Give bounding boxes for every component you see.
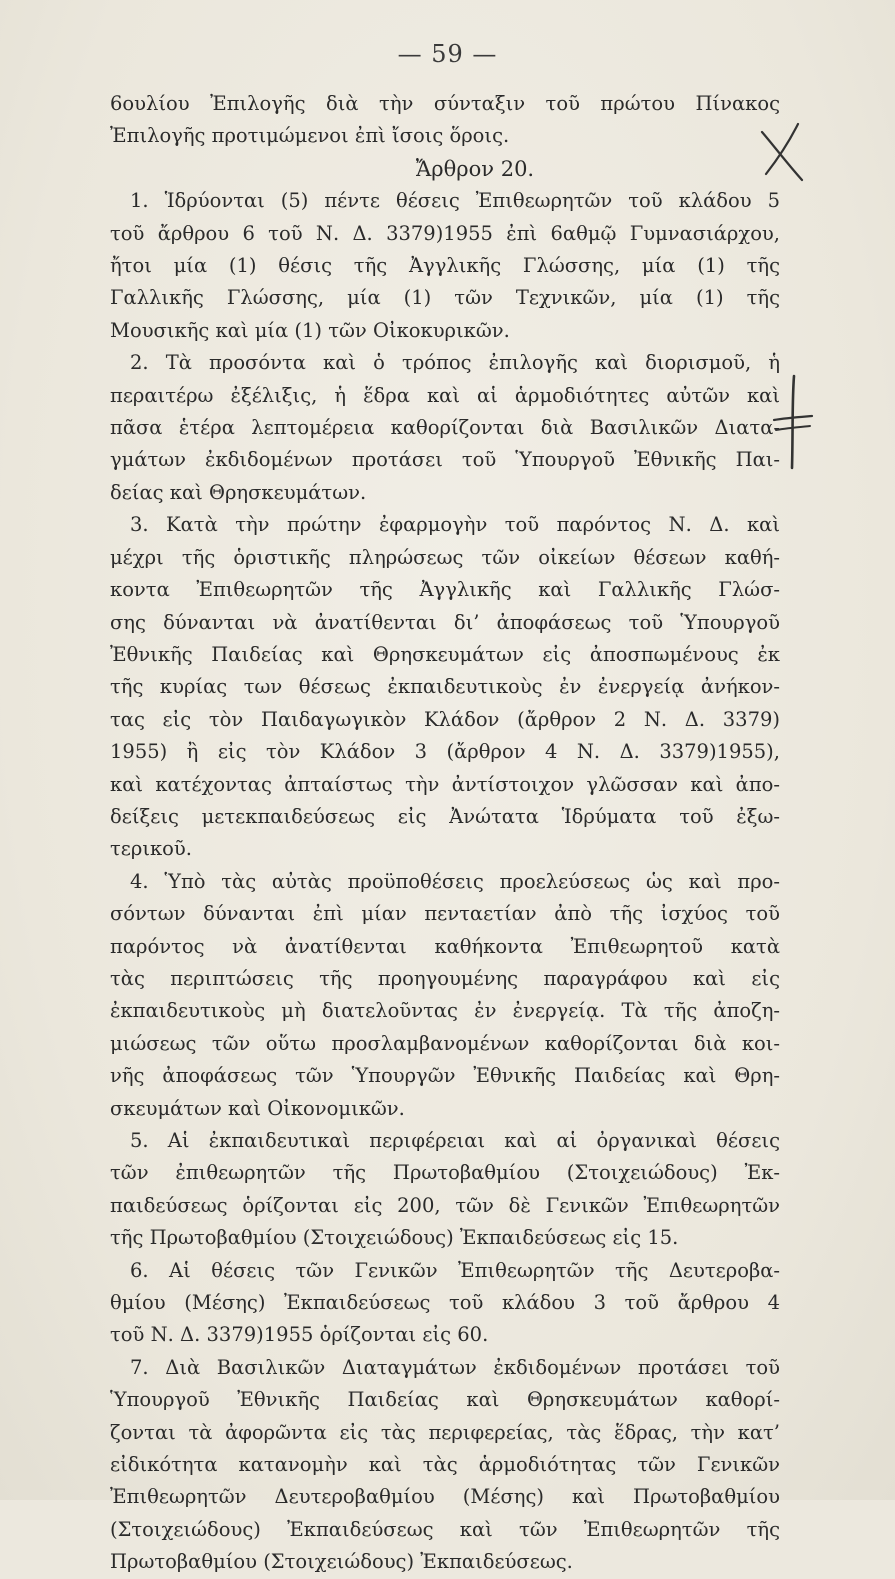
- text-line: τῆς κυρίας των θέσεως ἐκπαιδευτικοὺς ἐν ἐνεργείᾳ ἀνήκον-: [110, 675, 780, 699]
- text-line: κοντα Ἐπιθεωρητῶν τῆς Ἀγγλικῆς καὶ Γαλλικῆς Γλώσ-: [110, 578, 780, 602]
- handwritten-x-mark-icon: [752, 118, 812, 188]
- text-line: 2. Τὰ προσόντα καὶ ὁ τρόπος ἐπιλογῆς καὶ διορισμοῦ, ἡ: [130, 351, 780, 375]
- text-line: 4. Ὑπὸ τὰς αὐτὰς προϋποθέσεις προελεύσεως ὡς καὶ προ-: [130, 869, 780, 893]
- article-heading: Ἄρθρον 20.: [415, 156, 535, 181]
- page-number: — 59 —: [397, 40, 498, 68]
- text-line: σκευμάτων καὶ Οἰκονομικῶν.: [110, 1096, 405, 1120]
- text-line: τας εἰς τὸν Παιδαγωγικὸν Κλάδον (ἄρθρον 2 Ν. Δ. 3379): [110, 707, 780, 731]
- text-line: τῆς Πρωτοβαθμίου (Στοιχειώδους) Ἐκπαιδεύσεως εἰς 15.: [110, 1226, 679, 1250]
- handwritten-cross-mark-icon: [768, 372, 818, 472]
- text-line: τοῦ Ν. Δ. 3379)1955 ὁρίζονται εἰς 60.: [110, 1323, 489, 1347]
- text-line: γμάτων ἐκδιδομένων προτάσει τοῦ Ὑπουργοῦ Ἐθνικῆς Παι-: [110, 448, 780, 472]
- text-line: Ὑπουργοῦ Ἐθνικῆς Παιδείας καὶ Θρησκευμάτων καθορί-: [110, 1388, 780, 1412]
- text-line: 7. Διὰ Βασιλικῶν Διαταγμάτων ἐκδιδομένων προτάσει τοῦ: [130, 1355, 780, 1379]
- text-line: πᾶσα ἑτέρα λεπτομέρεια καθορίζονται διὰ Βασιλικῶν Διατα-: [110, 416, 780, 440]
- text-line: τερικοῦ.: [110, 837, 192, 861]
- text-line: ζονται τὰ ἀφορῶντα εἰς τὰς περιφερείας, τὰς ἕδρας, τὴν κατ’: [110, 1420, 780, 1444]
- text-line: τῶν ἐπιθεωρητῶν τῆς Πρωτοβαθμίου (Στοιχειώδους) Ἐκ-: [110, 1161, 780, 1185]
- text-line: σης δύνανται νὰ ἀνατίθενται δι’ ἀποφάσεως τοῦ Ὑπουργοῦ: [110, 610, 780, 634]
- text-line: 1. Ἱδρύονται (5) πέντε θέσεις Ἐπιθεωρητῶν τοῦ κλάδου 5: [130, 189, 780, 213]
- text-line: παρόντος νὰ ἀνατίθενται καθήκοντα Ἐπιθεωρητοῦ κατὰ: [110, 934, 780, 958]
- text-line: μέχρι τῆς ὁριστικῆς πληρώσεως τῶν οἰκείων θέσεων καθή-: [110, 545, 780, 569]
- text-line: Πρωτοβαθμίου (Στοιχειώδους) Ἐκπαιδεύσεως.: [110, 1550, 573, 1574]
- text-line: τὰς περιπτώσεις τῆς προηγουμένης παραγράφου καὶ εἰς: [110, 966, 780, 990]
- text-line: σόντων δύνανται ἐπὶ μίαν πενταετίαν ἀπὸ τῆς ἰσχύος τοῦ: [110, 902, 780, 926]
- text-line: τοῦ ἄρθρου 6 τοῦ Ν. Δ. 3379)1955 ἐπὶ 6αθμῷ Γυμνασιάρχου,: [110, 221, 780, 245]
- text-line: 6ουλίου Ἐπιλογῆς διὰ τὴν σύνταξιν τοῦ πρώτου Πίνακος: [110, 92, 780, 115]
- text-line: Ἐπιλογῆς προτιμώμενοι ἐπὶ ἴσοις ὅροις.: [110, 124, 510, 148]
- text-line: θμίου (Μέσης) Ἐκπαιδεύσεως τοῦ κλάδου 3 τοῦ ἄρθρου 4: [110, 1291, 780, 1315]
- text-line: νῆς ἀποφάσεως τῶν Ὑπουργῶν Ἐθνικῆς Παιδείας καὶ Θρη-: [110, 1064, 780, 1088]
- text-line: ἤτοι μία (1) θέσις τῆς Ἀγγλικῆς Γλώσσης, μία (1) τῆς: [110, 254, 780, 278]
- text-line: περαιτέρω ἐξέλιξις, ἡ ἕδρα καὶ αἱ ἁρμοδιότητες αὐτῶν καὶ: [110, 383, 780, 407]
- text-line: ἐκπαιδευτικοὺς μὴ διατελοῦντας ἐν ἐνεργείᾳ. Τὰ τῆς ἀποζη-: [110, 999, 780, 1023]
- text-line: εἰδικότητα κατανομὴν καὶ τὰς ἁρμοδιότητας τῶν Γενικῶν: [110, 1453, 780, 1477]
- text-line: Ἐπιθεωρητῶν Δευτεροβαθμίου (Μέσης) καὶ Πρωτοβαθμίου: [110, 1485, 780, 1509]
- text-line: 6. Αἱ θέσεις τῶν Γενικῶν Ἐπιθεωρητῶν τῆς Δευτεροβα-: [130, 1258, 780, 1282]
- text-line: παιδεύσεως ὁρίζονται εἰς 200, τῶν δὲ Γενικῶν Ἐπιθεωρητῶν: [110, 1193, 780, 1217]
- text-line: καὶ κατέχοντας ἀπταίστως τὴν ἀντίστοιχον γλῶσσαν καὶ ἀπο-: [110, 772, 780, 796]
- text-line: μιώσεως τῶν οὕτω προσλαμβανομένων καθορίζονται διὰ κοι-: [110, 1031, 780, 1055]
- text-line: Ἐθνικῆς Παιδείας καὶ Θρησκευμάτων εἰς ἀποσπωμένους ἐκ: [110, 642, 780, 666]
- text-line: δείξεις μετεκπαιδεύσεως εἰς Ἀνώτατα Ἱδρύματα τοῦ ἐξω-: [110, 804, 780, 828]
- text-line: δείας καὶ Θρησκευμάτων.: [110, 480, 367, 504]
- text-line: 5. Αἱ ἐκπαιδευτικαὶ περιφέρειαι καὶ αἱ ὀργανικαὶ θέσεις: [130, 1129, 780, 1152]
- text-line: Γαλλικῆς Γλώσσης, μία (1) τῶν Τεχνικῶν, μία (1) τῆς: [110, 286, 780, 310]
- body-text: [110, 88, 780, 1579]
- text-line: Μουσικῆς καὶ μία (1) τῶν Οἰκοκυρικῶν.: [110, 318, 510, 342]
- text-line: 1955) ἢ εἰς τὸν Κλάδον 3 (ἄρθρον 4 Ν. Δ. 3379)1955),: [110, 740, 780, 764]
- text-line: 3. Κατὰ τὴν πρώτην ἐφαρμογὴν τοῦ παρόντος Ν. Δ. καὶ: [130, 513, 780, 537]
- text-line: (Στοιχειώδους) Ἐκπαιδεύσεως καὶ τῶν Ἐπιθεωρητῶν τῆς: [110, 1517, 780, 1541]
